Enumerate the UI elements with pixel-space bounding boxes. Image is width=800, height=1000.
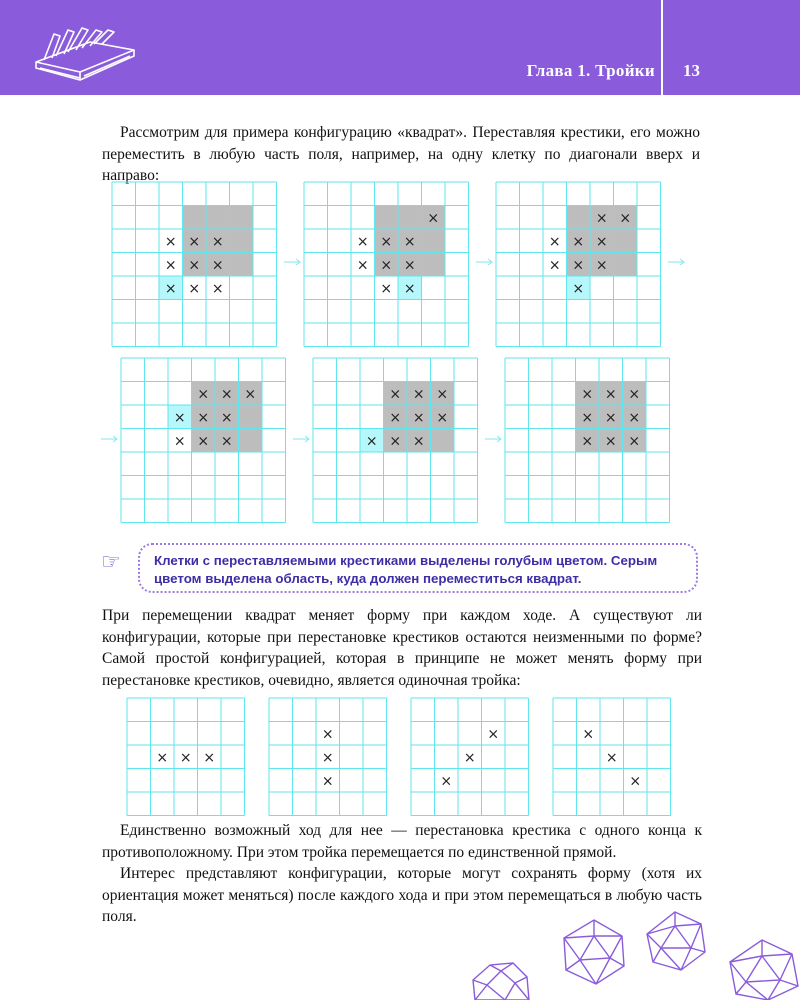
cross-mark: × — [211, 257, 224, 274]
cross-mark: × — [156, 749, 169, 766]
cross-mark: × — [389, 409, 402, 426]
cross-mark: × — [548, 233, 561, 250]
target-cell — [375, 206, 399, 230]
cross-mark: × — [628, 386, 641, 403]
cross-mark: × — [211, 233, 224, 250]
cross-mark: × — [188, 233, 201, 250]
cross-mark: × — [356, 257, 369, 274]
cross-mark: × — [605, 749, 618, 766]
grid-step-2 — [304, 182, 474, 347]
cross-mark: × — [380, 280, 393, 297]
target-cell — [422, 229, 446, 253]
cross-mark: × — [321, 773, 334, 790]
arrow-icon — [99, 433, 121, 445]
cross-mark: × — [356, 233, 369, 250]
target-cell — [183, 206, 207, 230]
page-header — [0, 0, 800, 95]
cross-mark: × — [164, 257, 177, 274]
paragraph-intro: Рассмотрим для примера конфигурацию «квадрат». Переставляя крестики, его можно переместить в любую часть поля, например, на одну клетку по диагонали вверх и направо: — [102, 124, 700, 184]
target-cell — [422, 253, 446, 277]
cross-mark: × — [220, 386, 233, 403]
cross-mark: × — [619, 210, 632, 227]
arrow-icon — [474, 256, 496, 268]
cross-mark: × — [629, 773, 642, 790]
cross-mark: × — [188, 280, 201, 297]
cross-mark: × — [179, 749, 192, 766]
cross-mark: × — [203, 749, 216, 766]
target-cell — [230, 229, 254, 253]
cross-mark: × — [164, 233, 177, 250]
cross-mark: × — [628, 409, 641, 426]
cross-mark: × — [412, 409, 425, 426]
target-cell — [614, 253, 638, 277]
cross-mark: × — [572, 280, 585, 297]
cross-mark: × — [211, 280, 224, 297]
cross-mark: × — [581, 386, 594, 403]
note-text: Клетки с переставляемыми крестиками выделены голубым цветом. Серым цветом выделена область, куда должен переместиться квадрат. — [154, 553, 658, 586]
cross-mark: × — [548, 257, 561, 274]
cross-mark: × — [197, 386, 210, 403]
arrow-icon — [666, 256, 688, 268]
dice-icon — [560, 918, 628, 986]
paragraph-interest: Интерес представляют конфигурации, которые могут сохранять форму (хотя их ориентация может меняться) после каждого хода и при этом перемещаться в любую часть поля. — [102, 865, 702, 925]
cross-mark: × — [188, 257, 201, 274]
target-cell — [230, 253, 254, 277]
cross-mark: × — [487, 726, 500, 743]
cross-mark: × — [604, 386, 617, 403]
grid-step-3 — [496, 182, 666, 347]
cross-mark: × — [595, 210, 608, 227]
cross-mark: × — [321, 726, 334, 743]
cross-mark: × — [380, 233, 393, 250]
cross-mark: × — [628, 433, 641, 450]
cross-mark: × — [164, 280, 177, 297]
cross-mark: × — [220, 409, 233, 426]
paragraph-only-move: Единственно возможный ход для нее — перестановка крестика с одного конца к противоположному. При этом тройка перемещается по единственной прямой. — [102, 822, 702, 861]
header-divider — [661, 0, 663, 95]
cross-mark: × — [403, 233, 416, 250]
cross-mark: × — [412, 386, 425, 403]
grid-step-5 — [313, 358, 483, 523]
cross-mark: × — [389, 386, 402, 403]
cross-mark: × — [220, 433, 233, 450]
triple-diagonal-up — [411, 698, 531, 814]
target-cell — [567, 206, 591, 230]
grid-step-6 — [505, 358, 675, 523]
cross-mark: × — [173, 433, 186, 450]
cross-mark: × — [436, 386, 449, 403]
cross-mark: × — [604, 433, 617, 450]
target-cell — [614, 229, 638, 253]
cross-mark: × — [427, 210, 440, 227]
cross-mark: × — [581, 433, 594, 450]
cross-mark: × — [581, 409, 594, 426]
cross-mark: × — [463, 749, 476, 766]
cross-mark: × — [440, 773, 453, 790]
triple-horizontal — [127, 698, 247, 814]
triple-diagonal-down — [553, 698, 673, 814]
page-number: 13 — [683, 61, 700, 80]
cross-mark: × — [412, 433, 425, 450]
cross-mark: × — [436, 409, 449, 426]
arrow-icon — [282, 256, 304, 268]
target-cell — [206, 206, 230, 230]
cross-mark: × — [595, 233, 608, 250]
dice-icon — [465, 955, 535, 1000]
cross-mark: × — [572, 257, 585, 274]
cross-mark: × — [380, 257, 393, 274]
paragraph-question: При перемещении квадрат меняет форму при каждом ходе. А существуют ли конфигурации, которые при перестановке крестиков остаются неизменными по форме? Самой простой конфигурацией, которая в принципе не может менять форму при перестановке крестиков, очевидно, является одиночная тройка: — [102, 607, 702, 689]
dice-icon — [645, 910, 707, 972]
book-logo-icon — [30, 24, 140, 84]
grid-step-1 — [112, 182, 282, 347]
note-box — [138, 543, 698, 593]
pointing-hand-icon: ☞ — [101, 550, 121, 575]
arrow-icon — [483, 433, 505, 445]
cross-mark: × — [244, 386, 257, 403]
triple-vertical — [269, 698, 389, 814]
target-cell — [239, 405, 263, 429]
target-cell — [230, 206, 254, 230]
cross-mark: × — [403, 257, 416, 274]
cross-mark: × — [197, 433, 210, 450]
cross-mark: × — [582, 726, 595, 743]
target-cell — [431, 429, 455, 453]
target-cell — [398, 206, 422, 230]
chapter-title: Глава 1. Тройки — [526, 61, 655, 80]
cross-mark: × — [403, 280, 416, 297]
cross-mark: × — [173, 409, 186, 426]
cross-mark: × — [197, 409, 210, 426]
cross-mark: × — [389, 433, 402, 450]
cross-mark: × — [595, 257, 608, 274]
cross-mark: × — [321, 749, 334, 766]
target-cell — [239, 429, 263, 453]
arrow-icon — [291, 433, 313, 445]
cross-mark: × — [604, 409, 617, 426]
cross-mark: × — [365, 433, 378, 450]
grid-step-4 — [121, 358, 291, 523]
dice-icon — [728, 938, 800, 1000]
cross-mark: × — [572, 233, 585, 250]
